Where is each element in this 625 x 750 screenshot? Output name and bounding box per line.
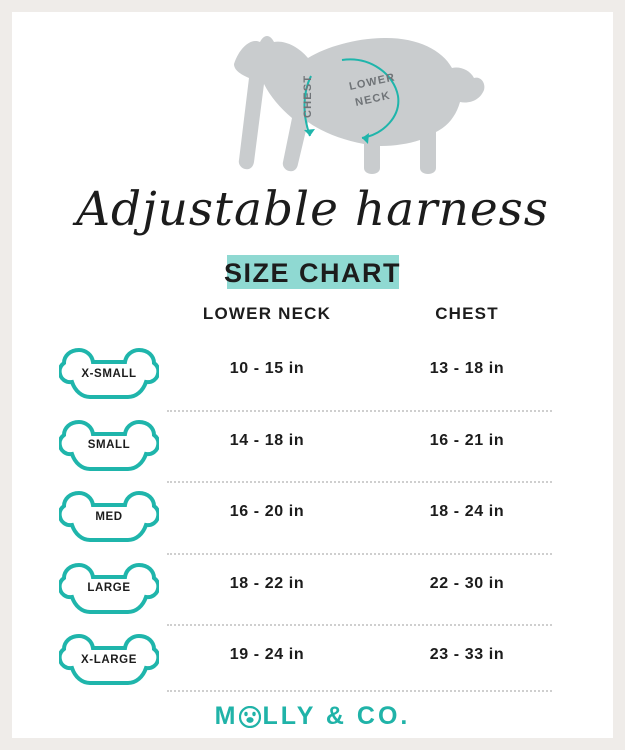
brand-logo [12, 702, 613, 735]
lower-neck-label-line1: LOWER [348, 71, 397, 93]
cell-chest: 18 - 24 in [429, 503, 505, 520]
size-bone-badge [59, 489, 159, 544]
size-label: X-LARGE [81, 653, 137, 666]
cell-chest: 22 - 30 in [429, 574, 505, 592]
size-bone-badge [59, 346, 159, 401]
size-bone-badge [59, 561, 159, 616]
size-bone-badge [59, 632, 159, 687]
lower-neck-label-line2: NECK [354, 89, 392, 109]
brand-text-left: M [214, 702, 239, 730]
row-divider [167, 481, 552, 483]
cell-chest: 16 - 21 in [429, 431, 505, 449]
table-row [12, 410, 613, 482]
size-label: LARGE [87, 582, 131, 594]
column-header-chest: CHEST [435, 304, 499, 323]
chest-arrow-icon [304, 129, 315, 136]
brand-text-right: LLY & CO. [262, 702, 411, 730]
cell-chest: 23 - 33 in [429, 646, 505, 663]
size-bone-badge [59, 418, 159, 473]
script-title: Adjustable harness [76, 182, 549, 237]
subtitle-block [12, 252, 613, 294]
cell-chest: 13 - 18 in [429, 360, 505, 377]
column-header-lower-neck: LOWER NECK [202, 304, 332, 323]
cell-lower-neck: 19 - 24 in [229, 646, 305, 663]
table-row [12, 624, 613, 696]
page-title [12, 182, 613, 237]
table-row [12, 553, 613, 625]
cell-lower-neck: 16 - 20 in [229, 503, 305, 520]
size-label: SMALL [87, 439, 131, 451]
table-column-headers [12, 304, 613, 338]
size-label: X-SMALL [81, 367, 137, 380]
row-divider [167, 553, 552, 555]
table-row [12, 338, 613, 410]
dog-illustration [12, 12, 613, 192]
size-chart-card [12, 12, 613, 738]
paw-icon [239, 706, 261, 735]
size-table [12, 304, 613, 696]
size-label: MED [95, 510, 123, 523]
cell-lower-neck: 10 - 15 in [229, 360, 305, 377]
table-row [12, 481, 613, 553]
row-divider [167, 624, 552, 626]
row-divider [167, 410, 552, 412]
cell-lower-neck: 14 - 18 in [229, 431, 305, 449]
footer-divider [167, 690, 552, 692]
subtitle-text: SIZE CHART [224, 258, 401, 288]
chest-label: CHEST [302, 74, 314, 118]
cell-lower-neck: 18 - 22 in [229, 574, 305, 592]
